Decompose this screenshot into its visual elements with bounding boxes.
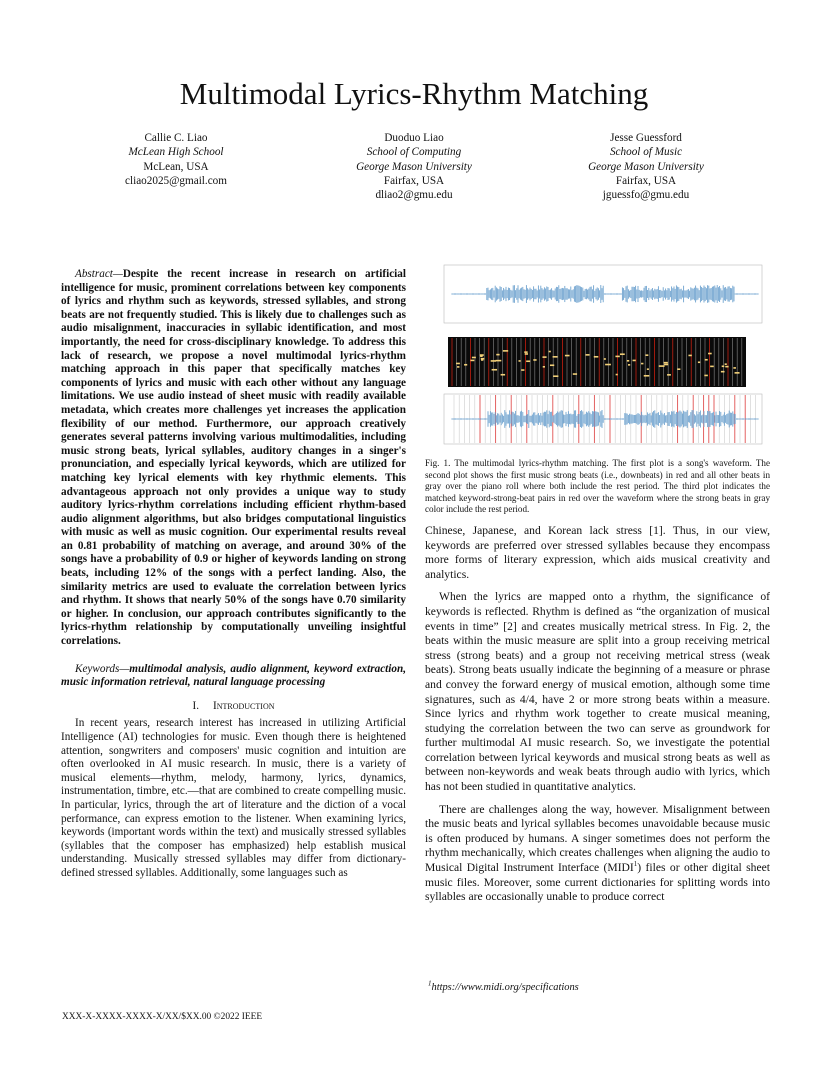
note xyxy=(710,366,714,368)
note xyxy=(492,369,497,371)
intro-paragraph: In recent years, research interest has increased in utilizing Artificial Intelligence (AI) technologies for music. Even though there is heightened attention, songwriters and composers' music cognition and intuition are often overlooked in AI music research. In music, there is a variety of musical elements—rhythm, melody, harmony, lyrics, dynamics, instrumentation, timbre, etc.—that are combined to create compelling music. In particular, lyrics, through the art of literature and the diction of a vocal performance, can express emotion to the listener. When examining lyrics, keywords (important words within the text) and musically stressed syllables (syllables that the composer has emphasized) help establish musical understanding. Musically stressed syllables may differ from dictionary-defined stressed syllables. Additionally, some languages such as xyxy=(61,717,406,879)
note xyxy=(647,368,649,370)
note xyxy=(519,360,521,362)
note xyxy=(733,367,736,369)
author-org: McLean High School xyxy=(128,146,224,159)
note xyxy=(586,354,590,356)
note xyxy=(553,375,558,377)
footnote-number: 1 xyxy=(428,979,432,988)
waveform-plot xyxy=(444,265,762,323)
note xyxy=(549,351,551,353)
author-dept: School of Computing xyxy=(366,146,462,159)
section-title: Introduction xyxy=(213,699,275,712)
author-location: McLean, USA xyxy=(143,160,209,173)
note xyxy=(533,359,536,361)
author-dept: School of Music xyxy=(609,146,683,159)
piano-roll-plot xyxy=(448,337,746,387)
abstract-lead: Abstract— xyxy=(75,268,123,280)
note xyxy=(496,360,502,362)
note xyxy=(646,354,649,356)
note xyxy=(641,363,643,365)
footnote-marker: 1 xyxy=(633,860,638,869)
note xyxy=(456,363,460,365)
note xyxy=(526,360,530,362)
note xyxy=(496,354,499,356)
author-org: George Mason University xyxy=(588,160,704,173)
author-block-2 xyxy=(314,131,514,202)
section-heading xyxy=(61,700,406,714)
footnote-text: https://www.midi.org/specifications xyxy=(431,982,579,993)
author-org: George Mason University xyxy=(356,160,472,173)
note xyxy=(725,363,727,365)
author-location: Fairfax, USA xyxy=(615,174,677,187)
note xyxy=(524,351,527,353)
author-name: Callie C. Liao xyxy=(144,132,208,144)
note xyxy=(664,362,668,364)
keywords-lead: Keywords— xyxy=(75,662,130,675)
author-location: Fairfax, USA xyxy=(383,174,445,187)
note xyxy=(659,365,665,367)
note xyxy=(620,353,625,355)
note xyxy=(704,375,708,377)
author-block-1 xyxy=(76,131,276,188)
right-column xyxy=(425,458,770,905)
keywords-text: multimodal analysis, audio alignment, keyword extraction, music information retrieval, natural language processing xyxy=(61,662,406,689)
note xyxy=(594,356,599,358)
note xyxy=(677,368,680,370)
note xyxy=(644,375,649,377)
note xyxy=(480,355,483,357)
note xyxy=(521,369,524,371)
figure-1 xyxy=(434,262,766,448)
note xyxy=(705,359,708,361)
figure-caption: Fig. 1. The multimodal lyrics-rhythm matching. The first plot is a song's waveform. The second plot shows the first music strong beats (i.e., downbeats) in red and all other beats in gray over the piano roll where both include the rest period. The third plot indicates the matched keyword-strong-beat pairs in red over the waveform where the strong beats in gray color include the rest period. xyxy=(425,458,770,515)
abstract xyxy=(61,268,406,649)
keywords xyxy=(61,663,406,690)
note xyxy=(667,374,671,376)
right-paragraph-2: When the lyrics are mapped onto a rhythm, the significance of keywords is reflected. Rhythm is defined as “the organization of musical events in time” [2] and creates musically metrical stress. In Fig. 2, the beats within the music measure are split into a group receiving metrical stress (strong beats) and a group not receiving metrical stress (weak beats). Strong beats usually indicate the beginning of a measure or phrase and convey the forward energy of musical emotion, although some time signatures, such as 4/4, have 2 or more strong beats within a measure. Since lyrics and rhythm work together to create musical meaning, studying the correlation between the two can serve as groundwork for further multimodal AI music research. So, we investigate the potential correlation between lyrical keywords and musical strong beats as well as between non-keywords and weak beats through audio with lyrics, which has not been studied in quantitative analytics. xyxy=(425,590,770,794)
note xyxy=(605,364,611,366)
paper-title: Multimodal Lyrics-Rhythm Matching xyxy=(179,76,649,111)
note xyxy=(472,357,476,359)
right-paragraph-3 xyxy=(425,803,770,905)
note xyxy=(464,364,467,366)
note xyxy=(550,364,554,366)
note xyxy=(708,353,712,355)
right-paragraph-1: Chinese, Japanese, and Korean lack stress [1]. Thus, in our view, keywords are preferred over stressed syllables because they encompass more forms of literary expression, which aids musical creativity and analytics. xyxy=(425,523,770,581)
note xyxy=(628,364,630,366)
note xyxy=(627,360,629,362)
author-email: dliao2@gmu.edu xyxy=(375,189,453,202)
note xyxy=(615,356,619,358)
note xyxy=(470,360,474,362)
note xyxy=(633,360,636,362)
abstract-text: Despite the recent increase in research on artificial intelligence for music, prominent correlations between key components of lyrics and rhythm such as keywords, stressed syllables, and strong beats are not frequently studied. This is likely due to challenges such as audio misalignment, inaccuracies in syllabic identification, and most importantly, the need for cross-disciplinary knowledge. To address this lack of research, we propose a novel multimodal lyrics-rhythm matching approach in this paper that specifically matches key components of lyrics and music with each other without any language limitations. We use audio instead of sheet music with readily available metadata, which creates more challenges yet increases the application flexibility of our method. Furthermore, our approach creatively generates several patterns involving various multimodalities, including music strong beats, lyrical syllables, auditory changes in a singer's pronunciation, and especially lyrical keywords, which are utilized for matching key lyrical elements with key rhythmic elements. This advantageous approach not only provides a unique way to study auditory lyrics-rhythm correlations including efficient rhythm-based audio alignment algorithms, but also bridges computational linguistics with music as well as music cognition. Our experimental results reveal an 0.81 probability of matching on average, and around 30% of the songs have a probability of 0.9 or higher of keywords landing on strong beats, including 12% of the songs with a perfect landing. Also, the similarity metrics are used to evaluate the correlation between lyrics and rhythm. It shows that nearly 50% of the songs have 0.70 similarity or higher. In conclusion, our approach contributes significantly to the lyrics-rhythm relationship by computationally unveiling insightful correlations. xyxy=(61,268,406,648)
note xyxy=(573,373,577,375)
note xyxy=(725,366,728,368)
note xyxy=(491,360,496,362)
note xyxy=(735,372,740,374)
note xyxy=(481,359,483,361)
note xyxy=(698,361,700,363)
note xyxy=(525,353,528,355)
section-number: I. xyxy=(192,699,200,712)
note xyxy=(542,356,546,358)
left-column xyxy=(61,268,406,881)
note xyxy=(457,366,459,368)
copyright-footer: XXX-X-XXXX-XXXX-X/XX/$XX.00 ©2022 IEEE xyxy=(62,1012,263,1022)
author-name: Jesse Guessford xyxy=(610,132,682,144)
author-email: cliao2025@gmail.com xyxy=(125,174,227,187)
note xyxy=(616,374,618,376)
piano-roll-background xyxy=(448,337,746,387)
note xyxy=(664,364,668,366)
right-paragraph-3-part-b: ) files or other digital sheet music files. Moreover, some current dictionaries for splitting words into syllables are occasionally unable to produce correct xyxy=(425,861,770,904)
right-paragraph-3-part-a: There are challenges along the way, however. Misalignment between the music beats and lyrical syllables becomes unavoidable because music is often produced by humans. A singer sometimes does not perform the rhythm mechanically, which creates challenges when aligning the audio to Musical Digital Instrument Interface (MIDI xyxy=(425,802,771,875)
note xyxy=(688,355,691,357)
note xyxy=(721,371,725,373)
note xyxy=(722,365,725,367)
author-email: jguessfo@gmu.edu xyxy=(602,189,690,202)
author-name: Duoduo Liao xyxy=(384,132,444,144)
note xyxy=(604,358,606,360)
matched-pairs-plot xyxy=(444,394,762,444)
note xyxy=(503,350,508,352)
footnote xyxy=(428,979,579,993)
note xyxy=(543,366,545,368)
author-block-3 xyxy=(546,131,746,202)
note xyxy=(565,355,570,357)
note xyxy=(501,374,505,376)
note xyxy=(553,356,558,358)
